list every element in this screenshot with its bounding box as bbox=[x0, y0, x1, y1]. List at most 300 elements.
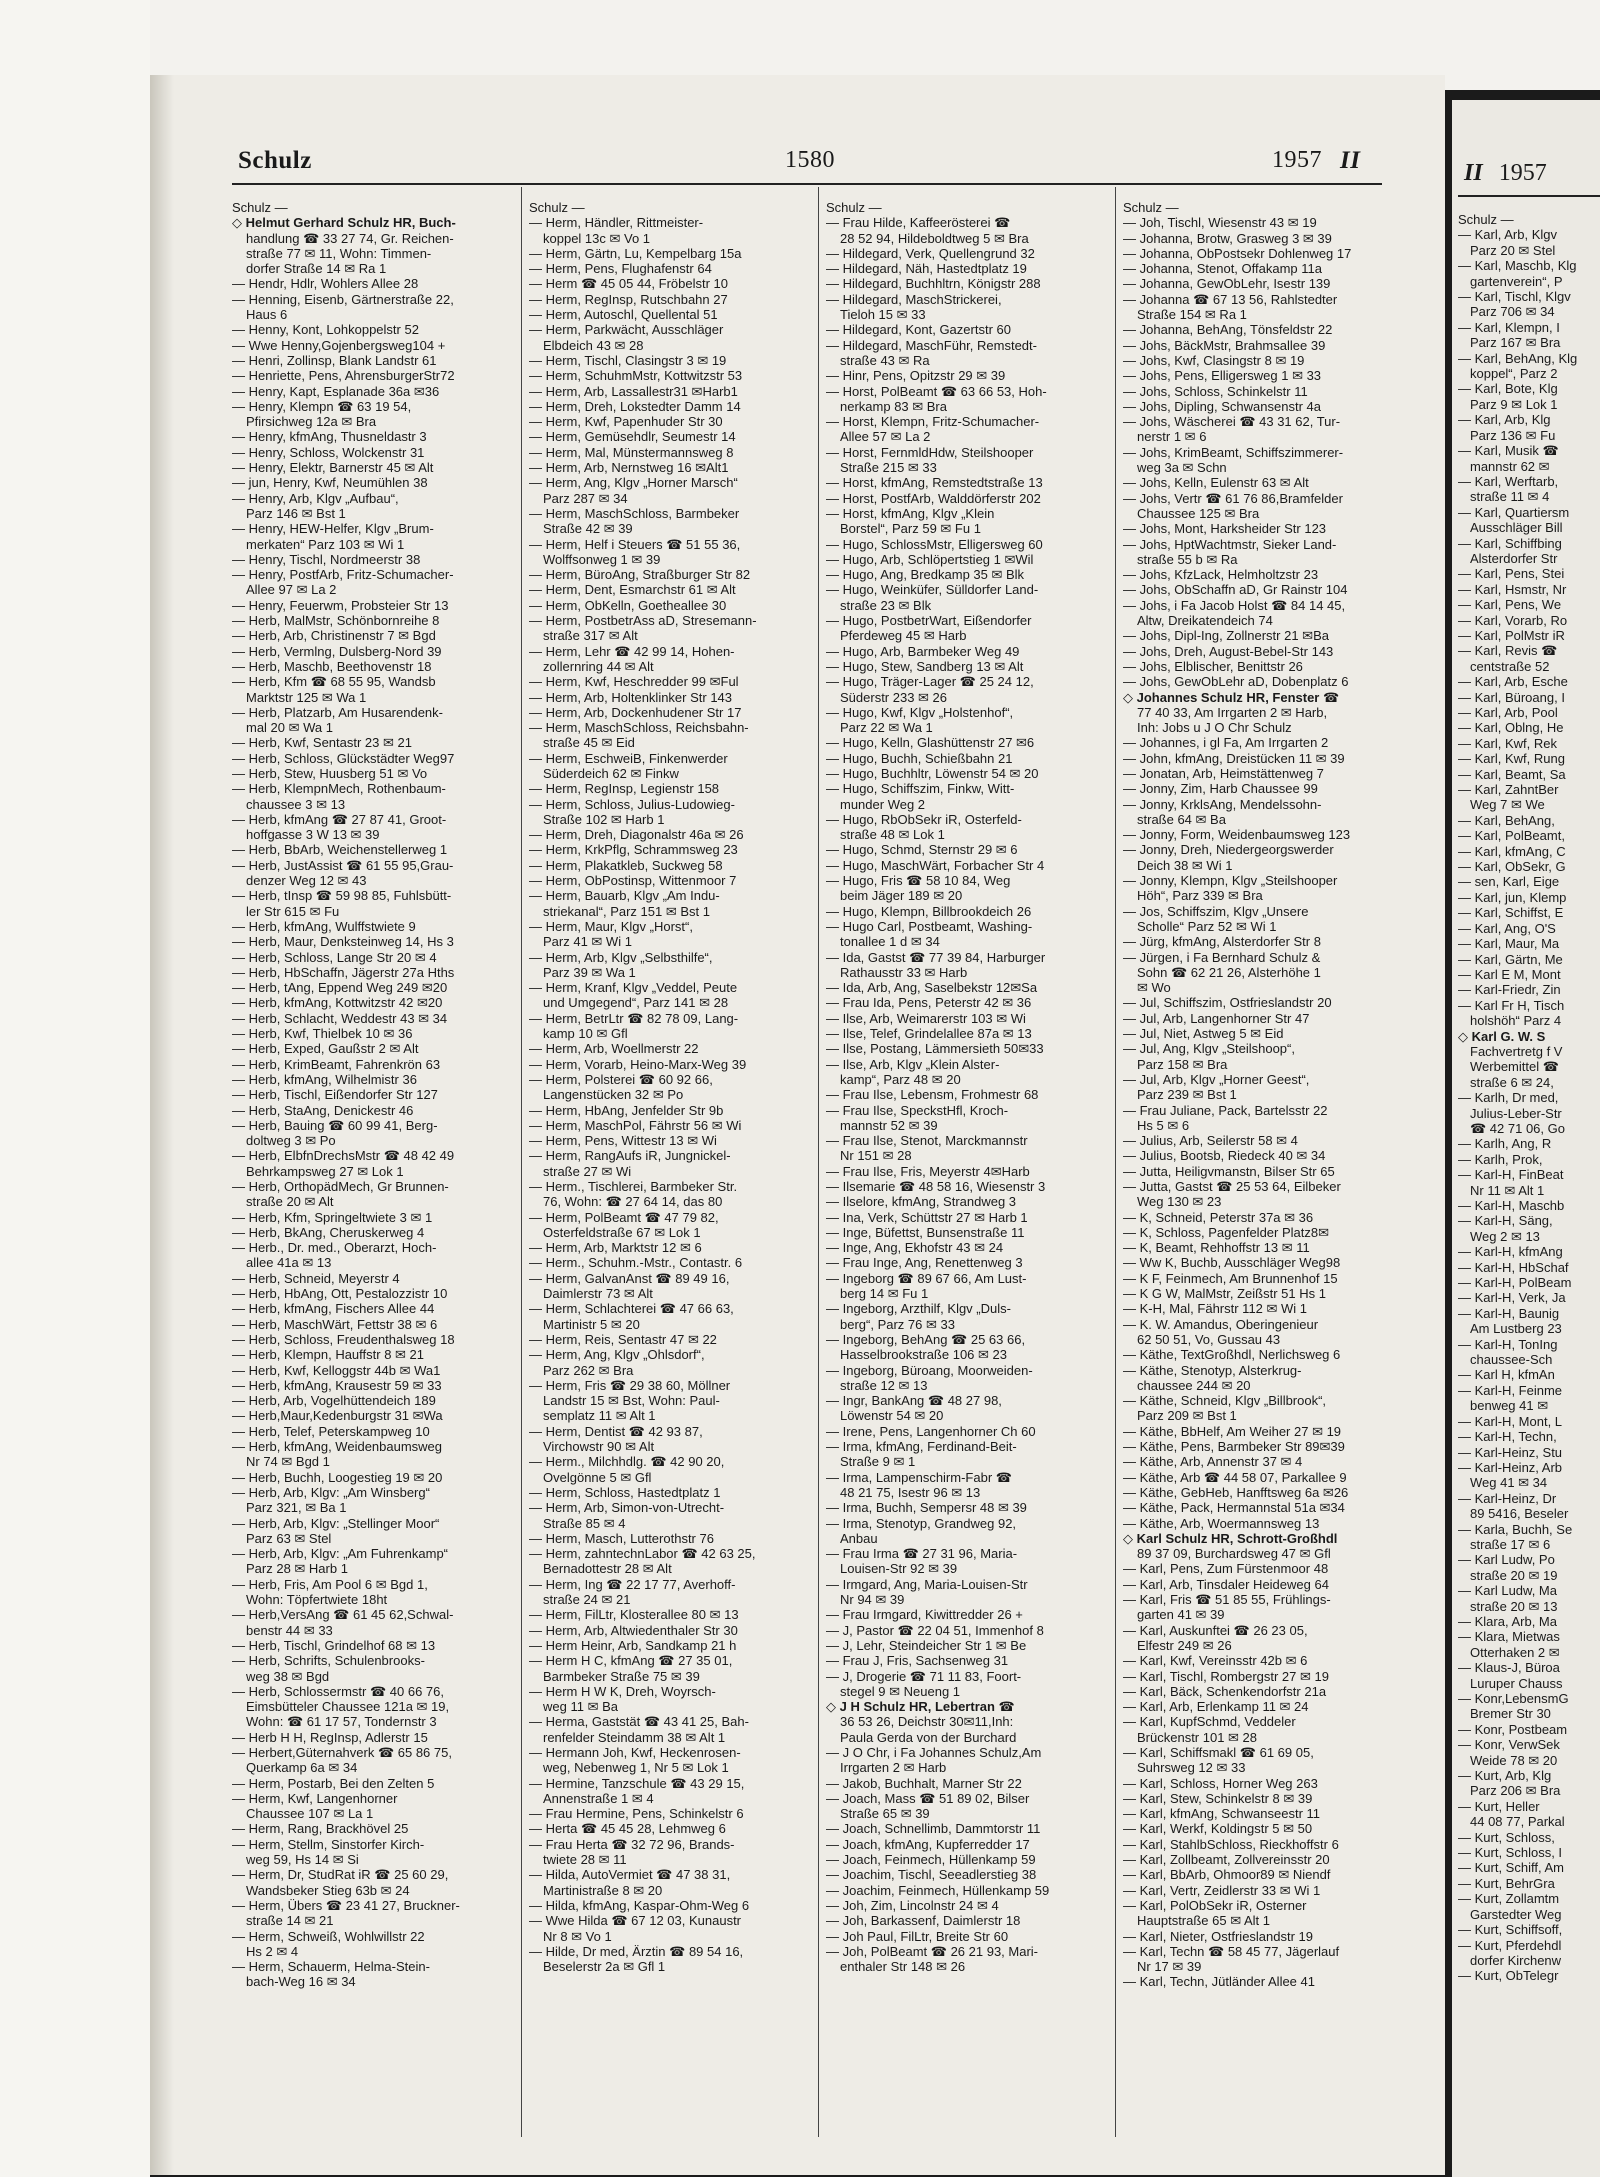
directory-entry-line: — Herb, Fris, Am Pool 6 ✉ Bgd 1, bbox=[232, 1576, 428, 1592]
directory-entry-line: — Frau Ida, Pens, Peterstr 42 ✉ 36 bbox=[826, 995, 1032, 1011]
directory-entry-line: Sohn ☎ 62 21 26, Alsterhöhe 1 bbox=[1137, 964, 1321, 980]
directory-entry-line: — Herm H C, kfmAng ☎ 27 35 01, bbox=[529, 1653, 733, 1669]
directory-entry-line: Allee 57 ✉ La 2 bbox=[840, 429, 931, 445]
directory-entry-line: — Johs, Wäscherei ☎ 43 31 62, Tur- bbox=[1123, 414, 1341, 430]
directory-entry-line: — Irmgard, Ang, Maria-Louisen-Str bbox=[826, 1576, 1028, 1592]
directory-entry-line: Nr 151 ✉ 28 bbox=[840, 1148, 912, 1164]
directory-entry-line: — Herm, Dreh, Diagonalstr 46a ✉ 26 bbox=[529, 827, 744, 843]
directory-entry-line: Pferdeweg 45 ✉ Harb bbox=[840, 628, 967, 644]
next-page-entry-line: — Karl, Maur, Ma bbox=[1458, 936, 1560, 952]
directory-entry-line: — Käthe, Pack, Hermannstal 51a ✉34 bbox=[1123, 1500, 1345, 1516]
directory-entry-line: Martinistr 5 ✉ 20 bbox=[543, 1316, 640, 1332]
directory-entry-line: — Ilse, Arb, Klgv „Klein Alster- bbox=[826, 1056, 1000, 1072]
directory-entry-line: stegel 9 ✉ Neueng 1 bbox=[840, 1683, 961, 1699]
directory-entry-line: — Herm, MaschPol, Fährstr 56 ✉ Wi bbox=[529, 1117, 742, 1133]
directory-entry-line: — K G W, MalMstr, Zeißstr 51 Hs 1 bbox=[1123, 1286, 1326, 1302]
directory-entry-line: — Jonatan, Arb, Heimstättenweg 7 bbox=[1123, 765, 1324, 781]
directory-entry-line: — Julius, Arb, Seilerstr 58 ✉ 4 bbox=[1123, 1133, 1298, 1149]
directory-entry-line: — Herm, Schauerm, Helma-Stein- bbox=[232, 1959, 430, 1975]
directory-entry-line: — Herm, EschweiB, Finkenwerder bbox=[529, 750, 728, 766]
directory-entry-line: — Hugo, Klempn, Billbrookdeich 26 bbox=[826, 903, 1032, 919]
directory-entry-line: — Ilse, Telef, Grindelallee 87a ✉ 13 bbox=[826, 1026, 1032, 1042]
directory-page bbox=[150, 75, 1445, 2175]
directory-entry-line: — Frau Inge, Ang, Renettenweg 3 bbox=[826, 1255, 1023, 1271]
directory-entry-line: — Henry, Feuerwm, Probsteier Str 13 bbox=[232, 597, 449, 613]
directory-entry-line: — Herm Heinr, Arb, Sandkamp 21 h bbox=[529, 1637, 737, 1653]
next-page-entry-line: — Karl, Schiffst, E bbox=[1458, 905, 1564, 921]
directory-entry-line: — Herb, KrimBeamt, Fahrenkrön 63 bbox=[232, 1056, 441, 1072]
directory-entry-line: — Herm, Schweiß, Wohlwillstr 22 bbox=[232, 1928, 425, 1944]
next-page-entry-line: Parz 206 ✉ Bra bbox=[1470, 1783, 1561, 1799]
next-page-entry-line: — Karl E M, Mont bbox=[1458, 966, 1561, 982]
directory-entry-line: — Inge, Ang, Ekhofstr 43 ✉ 24 bbox=[826, 1240, 1004, 1256]
directory-entry-line: — Jonny, Dreh, Niedergeorgswerder bbox=[1123, 842, 1334, 858]
directory-entry-line: Schulz — bbox=[826, 200, 882, 215]
directory-entry-line: — Herm, Masch, Lutterothstr 76 bbox=[529, 1530, 714, 1546]
next-page-entry-line: koppel“, Parz 2 bbox=[1470, 366, 1558, 382]
directory-entry-line: Straße 215 ✉ 33 bbox=[840, 460, 937, 476]
directory-entry-line: Haus 6 bbox=[246, 307, 288, 323]
directory-entry-line: — Henry, Kapt, Esplanade 36a ✉36 bbox=[232, 383, 440, 399]
directory-entry-line: — Herm., Tischlerei, Barmbeker Str. bbox=[529, 1179, 738, 1194]
directory-entry-line: Anbau bbox=[840, 1530, 878, 1546]
directory-entry-line: — Herm, MaschSchloss, Barmbeker bbox=[529, 505, 740, 521]
directory-entry-line: semplatz 11 ✉ Alt 1 bbox=[543, 1408, 656, 1424]
next-page-entry-line: — Karl-H, TonIng bbox=[1458, 1336, 1558, 1352]
directory-entry-line: — Hildegard, Näh, Hastedtplatz 19 bbox=[826, 261, 1027, 277]
directory-entry-line: straße 12 ✉ 13 bbox=[840, 1377, 928, 1393]
directory-entry-line: — Herb, tInsp ☎ 59 98 85, Fuhlsbütt- bbox=[232, 888, 452, 904]
directory-entry-line: — Frau Ilse, Stenot, Marckmannstr bbox=[826, 1133, 1028, 1149]
directory-entry-line: Schulz — bbox=[529, 200, 585, 215]
next-page-entry-line: — Kurt, Schiff, Am bbox=[1458, 1860, 1564, 1876]
directory-entry-line: Allee 97 ✉ La 2 bbox=[246, 582, 337, 598]
directory-entry-line: — Ida, Arb, Ang, Saselbekstr 12✉Sa bbox=[826, 980, 1038, 996]
directory-entry-line: Barmbeker Straße 75 ✉ 39 bbox=[543, 1668, 700, 1684]
directory-entry-line: straße 14 ✉ 21 bbox=[246, 1913, 334, 1929]
directory-entry-line: — Henning, Eisenb, Gärtnerstraße 22, bbox=[232, 291, 454, 307]
directory-entry-line: — Herm, Arb, Nernstweg 16 ✉Alt1 bbox=[529, 460, 729, 476]
next-page-entry-line: Parz 9 ✉ Lok 1 bbox=[1470, 396, 1558, 412]
directory-entry-line: Straße 102 ✉ Harb 1 bbox=[543, 811, 665, 827]
directory-entry-line: — Herm, Schlachterei ☎ 47 66 63, bbox=[529, 1301, 734, 1317]
next-page-entry-line: — Karl, Arb, Klg bbox=[1458, 412, 1551, 428]
directory-entry-line: — J, Drogerie ☎ 71 11 83, Foort- bbox=[826, 1668, 1022, 1684]
directory-entry-line: — Johs, Dipling, Schwansenstr 4a bbox=[1123, 398, 1321, 414]
directory-entry-line: — Herm, Dreh, Lokstedter Damm 14 bbox=[529, 398, 741, 414]
directory-entry-line: — Käthe, BbHelf, Am Weiher 27 ✉ 19 bbox=[1123, 1423, 1342, 1439]
directory-entry-line: — Herm, Schloss, Hastedtplatz 1 bbox=[529, 1484, 721, 1500]
next-page-entry-line: Fachvertretg f V bbox=[1470, 1043, 1563, 1059]
directory-entry-line: Süderdeich 62 ✉ Finkw bbox=[543, 765, 679, 781]
directory-entry-line: — Johanna, Stenot, Offakamp 11a bbox=[1123, 261, 1322, 277]
directory-entry-line: Inh: Jobs u J O Chr Schulz bbox=[1137, 720, 1292, 736]
column-divider bbox=[521, 187, 522, 2137]
directory-entry-line: Querkamp 6a ✉ 34 bbox=[246, 1760, 358, 1776]
next-page-entry-line: Parz 136 ✉ Fu bbox=[1470, 427, 1556, 443]
directory-entry-line: mal 20 ✉ Wa 1 bbox=[246, 720, 333, 736]
directory-entry-line: — Herm, Schloss, Julius-Ludowieg- bbox=[529, 796, 735, 812]
directory-entry-line: — Johs, i Fa Jacob Holst ☎ 84 14 45, bbox=[1123, 597, 1346, 613]
directory-entry-line: — Frau J, Fris, Sachsenweg 31 bbox=[826, 1653, 1009, 1669]
directory-entry-line: — Frau Juliane, Pack, Bartelsstr 22 bbox=[1123, 1102, 1328, 1118]
next-page-entry-line: — Klaus-J, Büroa bbox=[1458, 1660, 1560, 1676]
directory-entry-line: — Ingeborg, Büroang, Moorweiden- bbox=[826, 1362, 1033, 1378]
directory-entry-line: — Herta ☎ 45 45 28, Lehmweg 6 bbox=[529, 1821, 726, 1837]
directory-entry-line: — Hilda, kfmAng, Kaspar-Ohm-Weg 6 bbox=[529, 1897, 750, 1913]
next-page-entry-line: — Karl, PolMstr iR bbox=[1458, 627, 1565, 643]
next-page-entry-line: — Karl-H, Baunig bbox=[1458, 1305, 1560, 1321]
directory-entry-line: und Umgegend“, Parz 141 ✉ 28 bbox=[543, 995, 729, 1011]
next-page-entry-line: — Karl, Arb, Pool bbox=[1458, 705, 1558, 720]
directory-entry-line: — Herm, Händler, Rittmeister- bbox=[529, 215, 704, 231]
directory-entry-line: — Herm, Tischl, Clasingstr 3 ✉ 19 bbox=[529, 352, 727, 368]
directory-entry-line: — Herb, Schloss, Glückstädter Weg97 bbox=[232, 750, 455, 766]
directory-entry-line: — Jutta, Gastst ☎ 25 53 64, Eilbeker bbox=[1123, 1179, 1341, 1194]
directory-entry-line: Elfestr 249 ✉ 26 bbox=[1137, 1637, 1232, 1653]
directory-entry-line: — Herm, Arb, Holtenklinker Str 143 bbox=[529, 689, 733, 705]
directory-entry-line: ◇ J H Schulz HR, Lebertran ☎ bbox=[826, 1699, 1015, 1715]
directory-entry-line: — Herm, Kwf, Papenhuder Str 30 bbox=[529, 414, 723, 430]
directory-entry-line: — Johs, GewObLehr aD, Dobenplatz 6 bbox=[1123, 674, 1349, 690]
directory-entry-line: — Käthe, Arb, Woermannsweg 13 bbox=[1123, 1515, 1320, 1531]
directory-entry-line: handlung ☎ 33 27 74, Gr. Reichen- bbox=[246, 230, 454, 246]
directory-entry-line: — Jürgen, i Fa Bernhard Schulz & bbox=[1123, 949, 1321, 965]
next-page-entry-line: — Karl-H, HbSchaf bbox=[1458, 1259, 1569, 1275]
directory-entry-line: — Julius, Bootsb, Riedeck 40 ✉ 34 bbox=[1123, 1148, 1326, 1164]
directory-entry-line: — Herm, Vorarb, Heino-Marx-Weg 39 bbox=[529, 1056, 747, 1072]
directory-entry-line: Louisen-Str 92 ✉ 39 bbox=[840, 1561, 958, 1577]
directory-entry-line: — Frau Hilde, Kaffeerösterei ☎ bbox=[826, 215, 1011, 231]
next-page-entry-line: Alsterdorfer Str bbox=[1470, 550, 1558, 566]
directory-entry-line: — Käthe, Schneid, Klgv „Billbrook“, bbox=[1123, 1393, 1327, 1409]
directory-entry-line: ✉ Wo bbox=[1137, 980, 1171, 996]
directory-entry-line: — Herb, Arb, Klgv: „Am Fuhrenkamp“ bbox=[232, 1546, 449, 1562]
directory-entry-line: — Herm, Postarb, Bei den Zelten 5 bbox=[232, 1775, 435, 1791]
directory-entry-line: Wandsbeker Stieg 63b ✉ 24 bbox=[246, 1882, 410, 1898]
directory-entry-line: straße 27 ✉ Wi bbox=[543, 1163, 632, 1179]
directory-entry-line: — Herb, Schrifts, Schulenbrooks- bbox=[232, 1653, 425, 1669]
directory-entry-line: Eimsbütteler Chaussee 121a ✉ 19, bbox=[246, 1699, 450, 1715]
directory-entry-line: — Johs, HptWachtmstr, Sieker Land- bbox=[1123, 536, 1337, 552]
directory-entry-line: — Ingeborg ☎ 89 67 66, Am Lust- bbox=[826, 1270, 1027, 1286]
directory-entry-line: — Herm, MaschSchloss, Reichsbahn- bbox=[529, 720, 749, 736]
column-divider bbox=[818, 187, 819, 2137]
next-page-entry-line: — Karl-Heinz, Stu bbox=[1458, 1444, 1563, 1460]
directory-entry-line: Straße 65 ✉ 39 bbox=[840, 1806, 930, 1822]
directory-entry-line: Tieloh 15 ✉ 33 bbox=[840, 307, 926, 323]
directory-entry-line: — Johannes, i gl Fa, Am Irrgarten 2 bbox=[1123, 735, 1329, 751]
directory-entry-line: — Hildegard, Buchhltrn, Königstr 288 bbox=[826, 276, 1041, 292]
directory-entry-line: Chaussee 107 ✉ La 1 bbox=[246, 1806, 374, 1822]
next-page-entry-line: centstraße 52 bbox=[1470, 658, 1550, 674]
directory-entry-line: — Hermine, Tanzschule ☎ 43 29 15, bbox=[529, 1775, 745, 1791]
directory-entry-line: Deich 38 ✉ Wi 1 bbox=[1137, 857, 1233, 873]
directory-entry-line: tonallee 1 d ✉ 34 bbox=[840, 934, 940, 950]
directory-entry-line: weg 38 ✉ Bgd bbox=[246, 1668, 330, 1684]
directory-entry-line: 89 37 09, Burchardsweg 47 ✉ Gfl bbox=[1137, 1546, 1331, 1562]
directory-entry-line: — Karl, Bäck, Schenkendorfstr 21a bbox=[1123, 1683, 1327, 1699]
directory-entry-line: Nr 94 ✉ 39 bbox=[840, 1592, 905, 1608]
directory-entry-line: — Herm, Plakatkleb, Suckweg 58 bbox=[529, 857, 723, 873]
next-page-entry-line: holshöh“ Parz 4 bbox=[1470, 1013, 1562, 1029]
directory-entry-line: — Herm, zahntechnLabor ☎ 42 63 25, bbox=[529, 1546, 756, 1562]
directory-entry-line: — Herm, ObPostinsp, Wittenmoor 7 bbox=[529, 873, 737, 889]
directory-entry-line: — Hugo Carl, Postbeamt, Washing- bbox=[826, 918, 1033, 934]
background-left bbox=[0, 0, 150, 2177]
directory-entry-line: — Herb, StaAng, Denickestr 46 bbox=[232, 1102, 414, 1118]
directory-entry-line: Landstr 15 ✉ Bst, Wohn: Paul- bbox=[543, 1393, 720, 1409]
directory-entry-line: Hs 2 ✉ 4 bbox=[246, 1943, 299, 1959]
page-number: 1580 bbox=[785, 147, 835, 173]
directory-entry-line: — Herm, Helf i Steuers ☎ 51 55 36, bbox=[529, 536, 741, 552]
directory-column-4 bbox=[1123, 200, 1398, 2145]
directory-entry-line: — Käthe, Arb, Annenstr 37 ✉ 4 bbox=[1123, 1454, 1303, 1470]
directory-entry-line: — Herb, Schlacht, Weddestr 43 ✉ 34 bbox=[232, 1010, 448, 1026]
directory-entry-line: — Karl, StahlbSchloss, Rieckhoffstr 6 bbox=[1123, 1836, 1339, 1852]
directory-entry-line: — Käthe, GebHeb, Hanfftsweg 6a ✉26 bbox=[1123, 1484, 1349, 1500]
directory-entry-line: — Herb, Kfm, Springeltwiete 3 ✉ 1 bbox=[232, 1209, 433, 1225]
next-page-entry-line: — Karl H, kfmAn bbox=[1458, 1367, 1555, 1383]
directory-entry-line: — Karl, Tischl, Rombergstr 27 ✉ 19 bbox=[1123, 1668, 1329, 1684]
directory-entry-line: — Johs, Schloss, Schinkelstr 11 bbox=[1123, 383, 1308, 399]
directory-entry-line: — K F, Feinmech, Am Brunnenhof 15 bbox=[1123, 1270, 1338, 1286]
directory-entry-line: — Herb, tAng, Eppend Weg 249 ✉20 bbox=[232, 980, 448, 996]
directory-entry-line: straße 48 ✉ Lok 1 bbox=[840, 827, 945, 843]
next-page-entry-line: — Karl, Büroang, I bbox=[1458, 689, 1565, 705]
next-page-entry-line: — Konr, Postbeam bbox=[1458, 1721, 1568, 1737]
directory-entry-line: 76, Wohn: ☎ 27 64 14, das 80 bbox=[543, 1194, 723, 1210]
directory-entry-line: beim Jäger 189 ✉ 20 bbox=[840, 888, 963, 904]
next-page-entry-line: Parz 167 ✉ Bra bbox=[1470, 335, 1561, 351]
directory-entry-line: — Ww K, Buchb, Ausschläger Weg98 bbox=[1123, 1255, 1341, 1271]
directory-entry-line: — Herb, kfmAng ☎ 27 87 41, Groot- bbox=[232, 811, 447, 827]
next-page-entry-line: — Karl, Maschb, Klg bbox=[1458, 258, 1577, 274]
directory-entry-line: — Horst, FernmldHdw, Steilshooper bbox=[826, 444, 1034, 460]
directory-entry-line: — Hildegard, Kont, Gazertstr 60 bbox=[826, 322, 1011, 338]
next-page-entry-line: — Karl, Hsmstr, Nr bbox=[1458, 581, 1567, 597]
directory-entry-line: — Karl, Schloss, Horner Weg 263 bbox=[1123, 1775, 1318, 1791]
directory-entry-line: koppel 13c ✉ Vo 1 bbox=[543, 230, 651, 246]
directory-entry-line: — Herm., Milchhdlg. ☎ 42 90 20, bbox=[529, 1454, 725, 1470]
directory-entry-line: — Käthe, Pens, Barmbeker Str 89✉39 bbox=[1123, 1439, 1345, 1455]
next-page-entry-line: dorfer Kirchenw bbox=[1470, 1952, 1562, 1968]
directory-entry-line: — Herb, Maschb, Beethovenstr 18 bbox=[232, 658, 432, 674]
directory-entry-line: straße 64 ✉ Ba bbox=[1137, 811, 1226, 827]
next-page-entry-line: — Karl, ObSekr, G bbox=[1458, 859, 1566, 875]
next-page-entry-line: — Kurt, Heller bbox=[1458, 1798, 1540, 1814]
directory-entry-line: — Karl, Werkf, Koldingstr 5 ✉ 50 bbox=[1123, 1821, 1313, 1837]
directory-entry-line: — Horst, Klempn, Fritz-Schumacher- bbox=[826, 414, 1040, 430]
directory-entry-line: Chaussee 125 ✉ Bra bbox=[1137, 505, 1260, 521]
directory-entry-line: — Herb, Arb, Klgv: „Stellinger Moor“ bbox=[232, 1515, 440, 1531]
next-page-entry-line: — Konr, VerwSek bbox=[1458, 1737, 1560, 1753]
directory-entry-line: Wohn: Töpfertwiete 18ht bbox=[246, 1592, 388, 1608]
directory-entry-line: — Herm H W K, Dreh, Woyrsch- bbox=[529, 1683, 716, 1699]
directory-entry-line: — Hermann Joh, Kwf, Heckenrosen- bbox=[529, 1744, 741, 1760]
directory-entry-line: — Ina, Verk, Schüttstr 27 ✉ Harb 1 bbox=[826, 1209, 1028, 1225]
next-page-entry-line: Weide 78 ✉ 20 bbox=[1470, 1752, 1558, 1768]
next-page-entry-line: — Kurt, BehrGra bbox=[1458, 1875, 1555, 1891]
next-page-entry-line: benweg 41 ✉ bbox=[1470, 1398, 1549, 1414]
directory-entry-line: ◇ Helmut Gerhard Schulz HR, Buch- bbox=[232, 215, 456, 231]
directory-entry-line: nerstr 1 ✉ 6 bbox=[1137, 429, 1207, 445]
directory-entry-line: mannstr 52 ✉ 39 bbox=[840, 1117, 938, 1133]
directory-entry-line: — Jul, Schiffszim, Ostfrieslandstr 20 bbox=[1123, 995, 1332, 1011]
directory-entry-line: — Karl, Techn ☎ 58 45 77, Jägerlauf bbox=[1123, 1943, 1340, 1959]
directory-entry-line: — Herm., Schuhm.-Mstr., Contastr. 6 bbox=[529, 1255, 743, 1271]
directory-entry-line: Suhrsweg 12 ✉ 33 bbox=[1137, 1760, 1246, 1776]
directory-entry-line: twiete 28 ✉ 11 bbox=[543, 1852, 627, 1868]
directory-entry-line: — Irma, kfmAng, Ferdinand-Beit- bbox=[826, 1439, 1017, 1455]
directory-entry-line: — Herb, kfmAng, Wilhelmistr 36 bbox=[232, 1071, 417, 1087]
directory-entry-line: 28 52 94, Hildeboldtweg 5 ✉ Bra bbox=[840, 230, 1029, 246]
directory-entry-line: — Henry, HEW-Helfer, Klgv „Brum- bbox=[232, 521, 434, 537]
next-page-entry-line: — Karl, ZahntBer bbox=[1458, 782, 1559, 798]
directory-entry-line: garten 41 ✉ 39 bbox=[1137, 1607, 1225, 1623]
directory-entry-line: Altw, Dreikatendeich 74 bbox=[1137, 613, 1273, 629]
directory-entry-line: — Herb, OrthopädMech, Gr Brunnen- bbox=[232, 1179, 449, 1194]
running-head-year: 1957 bbox=[1272, 147, 1322, 173]
directory-entry-line: — Horst, kfmAng, Klgv „Klein bbox=[826, 505, 995, 521]
directory-entry-line: — Ilsemarie ☎ 48 58 16, Wiesenstr 3 bbox=[826, 1179, 1046, 1194]
directory-entry-line: Paula Gerda von der Burchard bbox=[840, 1729, 1017, 1745]
next-page-entry-line: Weg 7 ✉ We bbox=[1470, 797, 1545, 813]
directory-entry-line: — Herm, Maur, Klgv „Horst“, bbox=[529, 918, 693, 934]
directory-entry-line: — Herb, Schloss, Freudenthalsweg 18 bbox=[232, 1331, 455, 1347]
next-page-entry-line: — Karl, Ang, O'S bbox=[1458, 920, 1556, 936]
directory-entry-line: — Frau Ilse, Fris, Meyerstr 4✉Harb bbox=[826, 1163, 1030, 1179]
next-page-entry-line: — Karl-H, FinBeat bbox=[1458, 1167, 1564, 1183]
directory-entry-line: — Herb, Bauing ☎ 60 99 41, Berg- bbox=[232, 1117, 438, 1133]
directory-entry-line: — Herb, Kwf, Kelloggstr 44b ✉ Wa1 bbox=[232, 1362, 441, 1378]
directory-entry-line: — Herb, Schneid, Meyerstr 4 bbox=[232, 1270, 400, 1286]
directory-entry-line: — Jonny, Zim, Harb Chaussee 99 bbox=[1123, 781, 1318, 797]
directory-entry-line: — Joh, Tischl, Wiesenstr 43 ✉ 19 bbox=[1123, 215, 1317, 231]
next-page-entry-line: Garstedter Weg bbox=[1470, 1906, 1562, 1922]
directory-entry-line: — Hilda, AutoVermiet ☎ 47 38 31, bbox=[529, 1867, 731, 1883]
directory-entry-line: — Karl, Techn, Jütländer Allee 41 bbox=[1123, 1974, 1315, 1990]
directory-entry-line: Brückenstr 101 ✉ 28 bbox=[1137, 1729, 1258, 1745]
directory-entry-line: doltweg 3 ✉ Po bbox=[246, 1133, 336, 1149]
next-page-entry-line: — Karl, kfmAng, C bbox=[1458, 843, 1566, 859]
next-page-entry-line: — Karl, Tischl, Klgv bbox=[1458, 289, 1571, 305]
directory-entry-line: Borstel“, Parz 59 ✉ Fu 1 bbox=[840, 521, 981, 537]
directory-entry-line: — Herm, Dent, Esmarchstr 61 ✉ Alt bbox=[529, 582, 736, 598]
directory-entry-line: — Herm, ObKelln, Goetheallee 30 bbox=[529, 597, 727, 613]
directory-entry-line: — Herb, BkAng, Cheruskerweg 4 bbox=[232, 1224, 425, 1240]
directory-entry-line: enthaler Str 148 ✉ 26 bbox=[840, 1959, 966, 1975]
directory-entry-line: Parz 28 ✉ Harb 1 bbox=[246, 1561, 348, 1577]
directory-entry-line: — Karl, Kwf, Vereinsstr 42b ✉ 6 bbox=[1123, 1653, 1308, 1669]
next-page-entry-line: — Karl, PolBeamt, bbox=[1458, 828, 1565, 844]
next-page-entry-line: — Karl-H, Maschb bbox=[1458, 1198, 1565, 1213]
directory-entry-line: — Hildegard, MaschFühr, Remstedt- bbox=[826, 337, 1037, 353]
next-page-entry-line: Otterhaken 2 ✉ bbox=[1470, 1644, 1560, 1660]
directory-entry-line: — Herm, Arb, Klgv „Selbsthilfe“, bbox=[529, 949, 713, 965]
next-page-entry-line: — Klara, Arb, Ma bbox=[1458, 1613, 1557, 1629]
directory-entry-line: 77 40 33, Am Irrgarten 2 ✉ Harb, bbox=[1137, 704, 1328, 720]
directory-entry-line: — Herma, Gaststät ☎ 43 41 25, Bah- bbox=[529, 1714, 749, 1730]
directory-entry-line: — Herm, Gärtn, Lu, Kempelbarg 15a bbox=[529, 245, 742, 261]
next-page-entry-line: straße 6 ✉ 24, bbox=[1470, 1074, 1554, 1090]
directory-entry-line: — Herm, Arb, Marktstr 12 ✉ 6 bbox=[529, 1240, 702, 1256]
directory-entry-line: — Henry, Klempn ☎ 63 19 54, bbox=[232, 398, 412, 414]
directory-entry-line: Elbdeich 43 ✉ 28 bbox=[543, 337, 644, 353]
directory-entry-line: weg, Nebenweg 1, Nr 5 ✉ Lok 1 bbox=[543, 1760, 729, 1776]
next-page-entry-line: — Karl, BehAng, bbox=[1458, 812, 1555, 828]
next-page-entry-line: 44 08 77, Parkal bbox=[1470, 1814, 1565, 1830]
directory-entry-line: Irrgarten 2 ✉ Harb bbox=[840, 1760, 947, 1776]
directory-entry-line: — Herm, Arb, Simon-von-Utrecht- bbox=[529, 1500, 725, 1516]
directory-entry-line: — Henry, Elektr, Barnerstr 45 ✉ Alt bbox=[232, 460, 434, 476]
directory-entry-line: Süderstr 233 ✉ 26 bbox=[840, 689, 948, 705]
directory-entry-line: — Jonny, KrklsAng, Mendelssohn- bbox=[1123, 796, 1322, 812]
directory-entry-line: — Hugo, Schmd, Sternstr 29 ✉ 6 bbox=[826, 842, 1018, 858]
directory-entry-line: — Johs, Dipl-Ing, Zollnerstr 21 ✉Ba bbox=[1123, 628, 1329, 644]
directory-entry-line: — K, Schloss, Pagenfelder Platz8✉ bbox=[1123, 1224, 1329, 1240]
next-page-entry-line: straße 17 ✉ 6 bbox=[1470, 1536, 1551, 1552]
directory-entry-line: — Henny, Kont, Lohkoppelstr 52 bbox=[232, 322, 419, 338]
next-page-entry-line: Nr 11 ✉ Alt 1 bbox=[1470, 1182, 1545, 1198]
next-page-entry-line: — Konr,LebensmG bbox=[1458, 1691, 1569, 1706]
directory-entry-line: — Herm ☎ 45 05 44, Fröbelstr 10 bbox=[529, 276, 728, 292]
next-page-entry-line: — Karl-H, Mont, L bbox=[1458, 1413, 1563, 1429]
directory-entry-line: — Herm, Mal, Münstermannsweg 8 bbox=[529, 444, 734, 460]
directory-entry-line: — Hildegard, Verk, Quellengrund 32 bbox=[826, 245, 1035, 261]
next-page-header bbox=[1464, 160, 1547, 187]
directory-entry-line: weg 11 ✉ Ba bbox=[543, 1699, 618, 1715]
running-head-name: Schulz bbox=[238, 147, 312, 174]
directory-entry-line: — Herm, RangAufs iR, Jungnickel- bbox=[529, 1148, 731, 1164]
directory-entry-line: — Hugo, Ang, Bredkamp 35 ✉ Blk bbox=[826, 567, 1025, 583]
next-page-entry-line: straße 20 ✉ 19 bbox=[1470, 1567, 1558, 1583]
directory-entry-line: — Herm, Reis, Sentastr 47 ✉ 22 bbox=[529, 1331, 717, 1347]
directory-entry-line: kamp 10 ✉ Gfl bbox=[543, 1026, 628, 1042]
directory-entry-line: — Henriette, Pens, AhrensburgerStr72 bbox=[232, 368, 455, 384]
directory-entry-line: — Henry, Schloss, Wolckenstr 31 bbox=[232, 444, 425, 460]
directory-entry-line: — K. W. Amandus, Oberingenieur bbox=[1123, 1316, 1319, 1332]
directory-entry-line: — Herb, Buchh, Loogestieg 19 ✉ 20 bbox=[232, 1469, 443, 1485]
directory-entry-line: — Wwe Hilda ☎ 67 12 03, Kunaustr bbox=[529, 1913, 742, 1929]
next-page-entry-line: — Karl, Gärtn, Me bbox=[1458, 951, 1563, 967]
directory-entry-line: Parz 22 ✉ Wa 1 bbox=[840, 720, 933, 736]
directory-entry-line: — Karl, PolObSekr iR, Osterner bbox=[1123, 1897, 1307, 1913]
directory-entry-line: zollernring 44 ✉ Alt bbox=[543, 658, 654, 674]
directory-entry-line: — Henry, Arb, Klgv „Aufbau“, bbox=[232, 490, 399, 506]
directory-entry-line: — Herb., Dr. med., Oberarzt, Hoch- bbox=[232, 1240, 437, 1256]
directory-entry-line: — Herb, Exped, Gaußstr 2 ✉ Alt bbox=[232, 1041, 419, 1057]
directory-entry-line: — Hugo, Weinküfer, Sülldorfer Land- bbox=[826, 582, 1039, 598]
directory-entry-line: Nr 17 ✉ 39 bbox=[1137, 1959, 1202, 1975]
next-page-entry-line: — Karlh, Dr med, bbox=[1458, 1090, 1559, 1106]
next-page-entry-line: — Kurt, Zollamtm bbox=[1458, 1891, 1560, 1907]
directory-entry-line: — K-H, Mal, Fährstr 112 ✉ Wi 1 bbox=[1123, 1301, 1308, 1317]
directory-entry-line: — Henry, kfmAng, Thusneldastr 3 bbox=[232, 429, 427, 445]
next-page-entry-line: — Karl, Pens, We bbox=[1458, 597, 1562, 613]
directory-entry-line: — Herm, BetrLtr ☎ 82 78 09, Lang- bbox=[529, 1010, 739, 1026]
directory-entry-line: — jun, Henry, Kwf, Neumühlen 38 bbox=[232, 475, 428, 491]
next-page-entry-line: straße 11 ✉ 4 bbox=[1470, 489, 1550, 505]
directory-entry-line: Behrkampsweg 27 ✉ Lok 1 bbox=[246, 1163, 404, 1179]
next-page-entry-line: Schulz — bbox=[1458, 212, 1514, 227]
directory-entry-line: — Käthe, Stenotyp, Alsterkrug- bbox=[1123, 1362, 1302, 1378]
directory-entry-line: — Herm, Kwf, Heschredder 99 ✉Ful bbox=[529, 674, 739, 690]
directory-entry-line: — Hugo, Schiffszim, Finkw, Witt- bbox=[826, 781, 1015, 797]
directory-entry-line: — Herm, RegInsp, Legienstr 158 bbox=[529, 781, 720, 797]
directory-entry-line: — Käthe, TextGroßhdl, Nerlichsweg 6 bbox=[1123, 1347, 1341, 1363]
directory-entry-line: Bernadottestr 28 ✉ Alt bbox=[543, 1561, 672, 1577]
